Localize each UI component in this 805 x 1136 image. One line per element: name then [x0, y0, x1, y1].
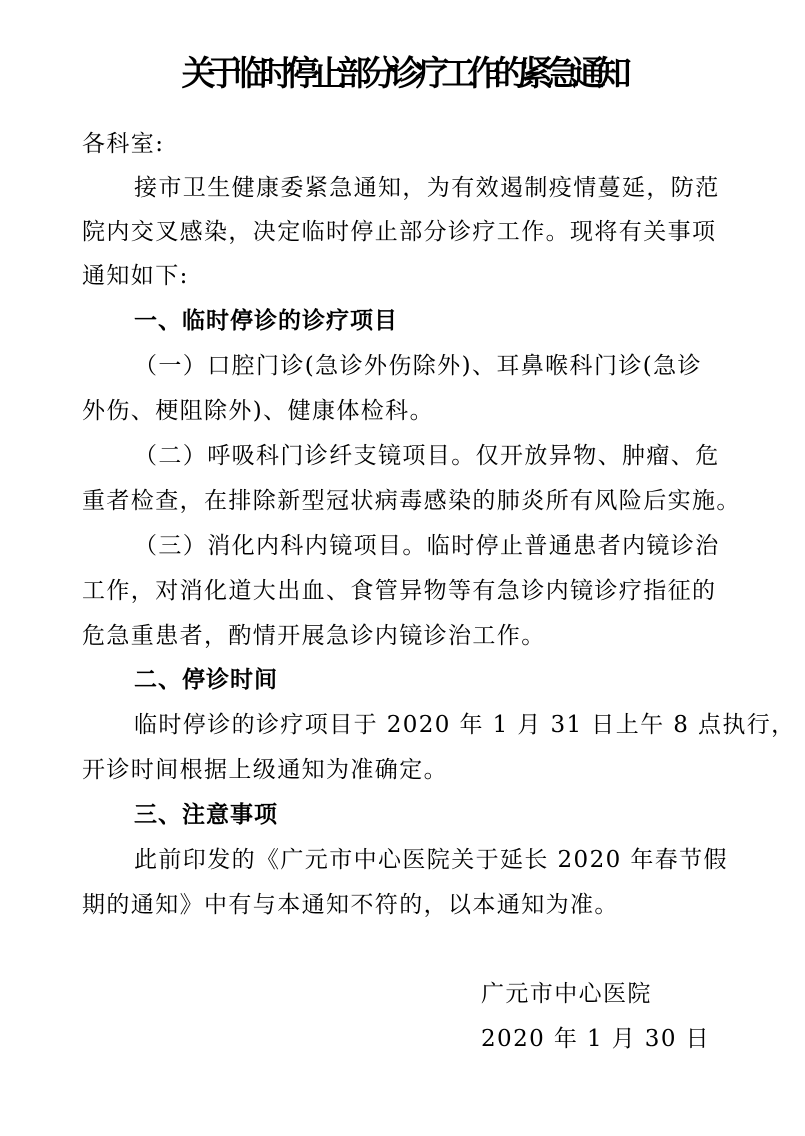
section1-item2-line-2: 重者检查，在排除新型冠状病毒感染的肺炎所有风险后实施。 [82, 488, 741, 514]
intro-line-1: 接市卫生健康委紧急通知，为有效遏制疫情蔓延，防范 [134, 175, 720, 201]
section3-heading: 三、注意事项 [134, 802, 278, 828]
section2-heading: 二、停诊时间 [134, 667, 278, 693]
section1-item1-line-1: （一）口腔门诊(急诊外伤除外)、耳鼻喉科门诊(急诊 [134, 353, 702, 379]
issue-date: 2020 年 1 月 30 日 [481, 1026, 710, 1052]
intro-line-2: 院内交叉感染，决定临时停止部分诊疗工作。现将有关事项 [82, 219, 717, 245]
section1-item3-line-3: 危急重患者，酌情开展急诊内镜诊治工作。 [82, 623, 546, 649]
section2-line-1: 临时停诊的诊疗项目于 2020 年 1 月 31 日上午 8 点执行， [134, 712, 796, 738]
section2-line-2: 开诊时间根据上级通知为准确定。 [82, 757, 448, 783]
section1-heading: 一、临时停诊的诊疗项目 [134, 308, 398, 334]
issuer-name: 广元市中心医院 [481, 981, 652, 1007]
section1-item3-line-1: （三）消化内科内镜项目。临时停止普通患者内镜诊治 [134, 533, 720, 559]
section3-line-1: 此前印发的《广元市中心医院关于延长 2020 年春节假 [134, 847, 728, 873]
section1-item2-line-1: （二）呼吸科门诊纤支镜项目。仅开放异物、肿瘤、危 [134, 443, 720, 469]
section1-item3-line-2: 工作，对消化道大出血、食管异物等有急诊内镜诊疗指征的 [82, 578, 717, 604]
intro-line-3: 通知如下: [82, 263, 189, 289]
section3-line-2: 期的通知》中有与本通知不符的，以本通知为准。 [82, 892, 619, 918]
salutation: 各科室: [82, 131, 165, 157]
document-title: 关于临时停止部分诊疗工作的紧急通知 [181, 54, 624, 94]
section1-item1-line-2: 外伤、梗阻除外)、健康体检科。 [82, 398, 434, 424]
